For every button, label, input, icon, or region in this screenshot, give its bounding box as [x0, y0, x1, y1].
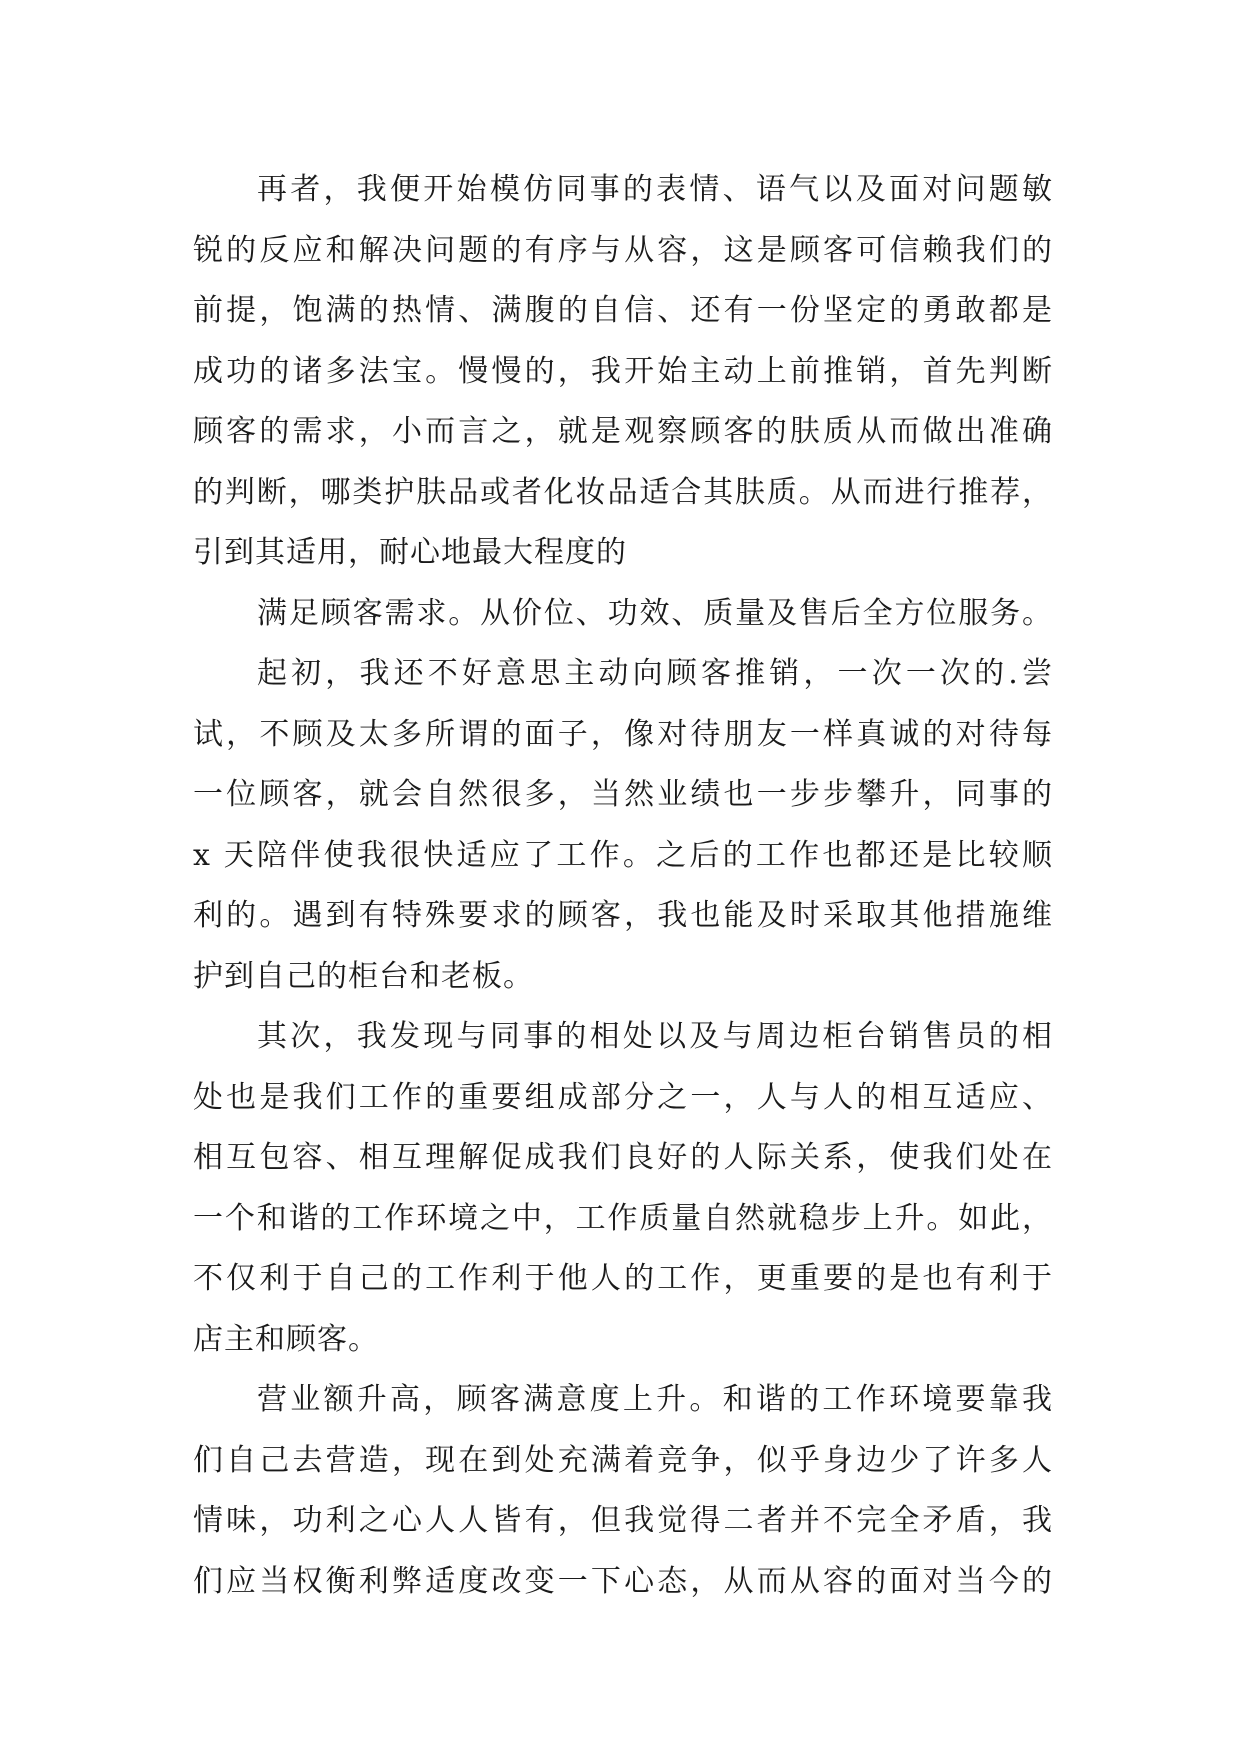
text-line: 引到其适用，耐心地最大程度的 [193, 535, 627, 570]
text-line: 店主和顾客。 [193, 1321, 379, 1357]
text-line: 利的。遇到有特殊要求的顾客，我也能及时采取其他措施维 [193, 898, 1053, 933]
text-line: 再者，我便开始模仿同事的表情、语气以及面对问题敏 [257, 172, 1053, 207]
text-line: 一个和谐的工作环境之中，工作质量自然就稳步上升。如此， [193, 1200, 1053, 1236]
text-line: 的判断，哪类护肤品或者化妆品适合其肤质。从而进行推荐， [193, 474, 1053, 510]
text-line: 营业额升高，顾客满意度上升。和谐的工作环境要靠我 [257, 1382, 1053, 1417]
text-line: 情味，功利之心人人皆有，但我觉得二者并不完全矛盾，我 [193, 1503, 1053, 1538]
text-line: x 天陪伴使我很快适应了工作。之后的工作也都还是比较顺 [193, 837, 1053, 873]
text-line: 试，不顾及太多所谓的面子，像对待朋友一样真诚的对待每 [193, 716, 1053, 752]
text-line: 处也是我们工作的重要组成部分之一，人与人的相互适应、 [193, 1079, 1053, 1115]
text-line: 们自己去营造，现在到处充满着竞争，似乎身边少了许多人 [193, 1442, 1053, 1478]
text-line: 一位顾客，就会自然很多，当然业绩也一步步攀升，同事的 [193, 777, 1053, 812]
text-line: 起初，我还不好意思主动向顾客推销，一次一次的.尝 [257, 656, 1053, 691]
text-line: 成功的诸多法宝。慢慢的，我开始主动上前推销，首先判断 [193, 353, 1053, 389]
document-body [193, 160, 1053, 1612]
text-line: 顾客的需求，小而言之，就是观察顾客的肤质从而做出准确 [193, 414, 1053, 449]
text-line: 相互包容、相互理解促成我们良好的人际关系，使我们处在 [193, 1140, 1053, 1175]
text-line: 们应当权衡利弊适度改变一下心态，从而从容的面对当今的 [193, 1563, 1053, 1599]
text-line: 其次，我发现与同事的相处以及与周边柜台销售员的相 [257, 1019, 1053, 1054]
text-line: 满足顾客需求。从价位、功效、质量及售后全方位服务。 [257, 595, 1053, 631]
text-line: 不仅利于自己的工作利于他人的工作，更重要的是也有利于 [193, 1261, 1053, 1296]
text-line: 前提，饱满的热情、满腹的自信、还有一份坚定的勇敢都是 [193, 293, 1053, 328]
text-line: 护到自己的柜台和老板。 [193, 958, 534, 994]
text-line: 锐的反应和解决问题的有序与从容，这是顾客可信赖我们的 [193, 232, 1053, 268]
